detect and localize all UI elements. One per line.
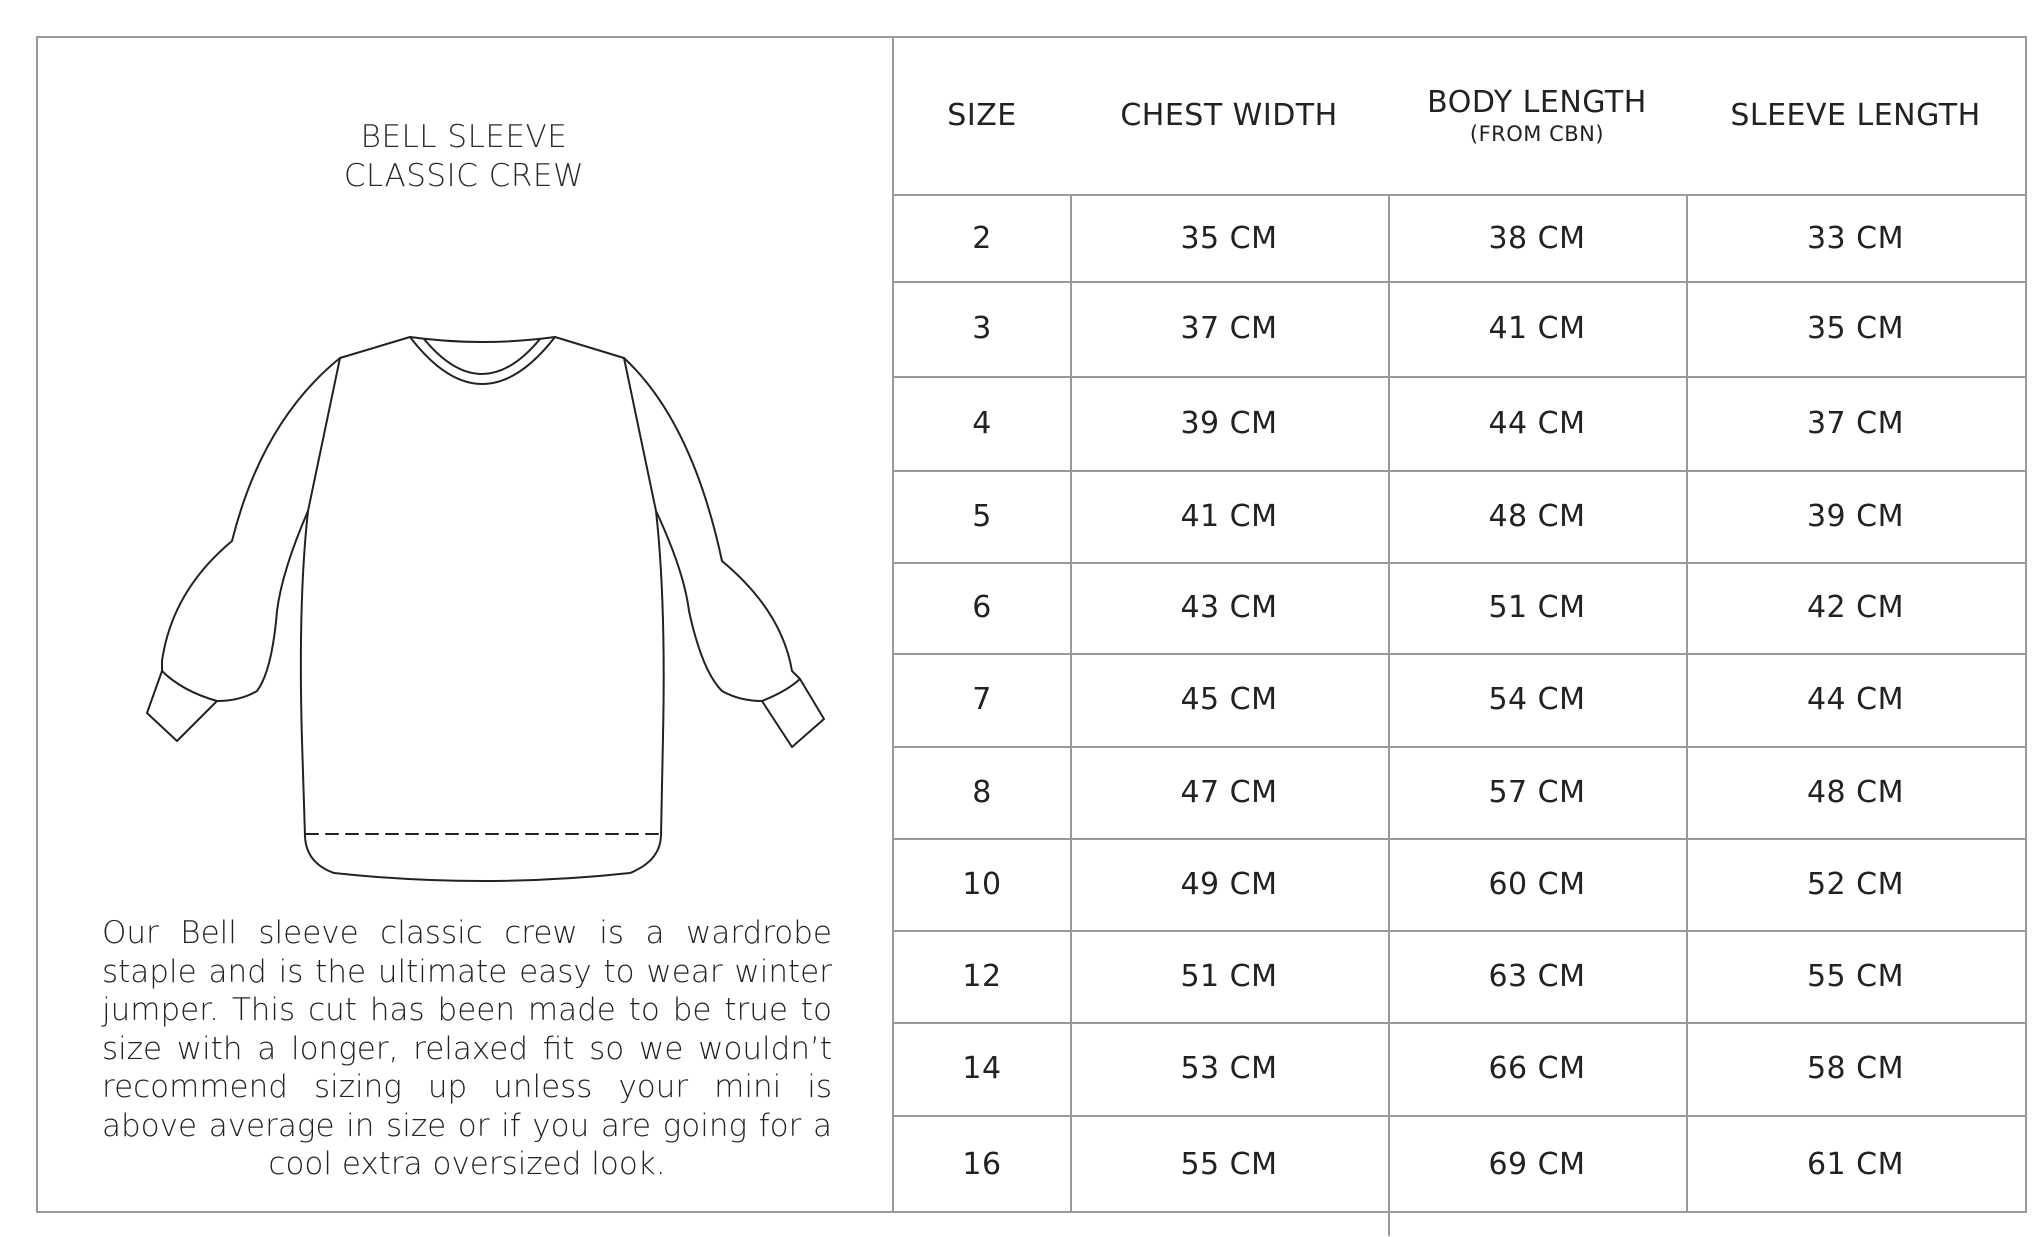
sweater-illustration	[72, 281, 872, 901]
cell-size: 6	[972, 590, 992, 625]
cell-body-length: 57 CM	[1488, 774, 1586, 810]
cell-chest-width: 43 CM	[1180, 590, 1278, 625]
cell-size: 7	[972, 682, 992, 717]
cell-size: 3	[972, 311, 992, 346]
header-size	[894, 36, 1070, 194]
cell-sleeve-length: 39 CM	[1806, 498, 1905, 534]
product-title	[36, 118, 892, 196]
cell-size: 4	[972, 405, 992, 441]
cell-chest-width: 53 CM	[1180, 1051, 1278, 1086]
cell-body-length: 54 CM	[1488, 682, 1586, 717]
cell-sleeve-length: 44 CM	[1806, 682, 1905, 717]
product-description: Our Bell sleeve classic crew is a wardrobe staple and is the ultimate easy to wear winter jumper. This cut has been made to be true to size with a longer, relaxed fit so we wouldn’t recommend sizing up unless your mini is above average in size or if you are going for a cool extra oversized look.	[102, 915, 832, 1182]
header-chest-label: CHEST WIDTH	[1120, 97, 1338, 133]
cell-body-length: 60 CM	[1488, 866, 1586, 902]
header-sleeve-label: SLEEVE LENGTH	[1730, 97, 1981, 133]
cell-size: 8	[972, 774, 992, 810]
table-header	[894, 36, 2025, 196]
cell-body-length: 69 CM	[1488, 1146, 1586, 1182]
cell-chest-width: 55 CM	[1180, 1146, 1278, 1182]
cell-body-length: 63 CM	[1488, 958, 1586, 994]
cell-size: 5	[972, 498, 992, 534]
cell-chest-width: 41 CM	[1180, 498, 1278, 534]
product-title-line1: BELL SLEEVE	[360, 119, 568, 155]
cell-sleeve-length: 55 CM	[1806, 958, 1905, 994]
header-size-label: SIZE	[947, 97, 1017, 133]
cell-size: 2	[972, 221, 992, 256]
cell-chest-width: 47 CM	[1180, 774, 1278, 810]
cell-size: 14	[962, 1051, 1002, 1086]
cell-chest-width: 51 CM	[1180, 958, 1278, 994]
cell-size: 10	[962, 866, 1002, 902]
cell-body-length: 41 CM	[1488, 311, 1586, 346]
cell-body-length: 38 CM	[1488, 221, 1586, 256]
cell-chest-width: 45 CM	[1180, 682, 1278, 717]
cell-body-length: 51 CM	[1488, 590, 1586, 625]
cell-chest-width: 39 CM	[1180, 405, 1278, 441]
cell-body-length: 48 CM	[1488, 498, 1586, 534]
header-body-sublabel: (FROM CBN)	[1469, 121, 1605, 146]
header-body-label: BODY LENGTH	[1427, 84, 1647, 120]
cell-size: 12	[962, 958, 1002, 994]
cell-sleeve-length: 42 CM	[1806, 590, 1905, 625]
size-chart-table	[894, 36, 2025, 1213]
cell-sleeve-length: 35 CM	[1806, 311, 1905, 346]
cell-size: 16	[962, 1146, 1002, 1182]
cell-sleeve-length: 61 CM	[1806, 1146, 1905, 1182]
product-panel	[36, 36, 892, 1213]
cell-sleeve-length: 52 CM	[1806, 866, 1905, 902]
cell-body-length: 44 CM	[1488, 405, 1586, 441]
cell-sleeve-length: 48 CM	[1806, 774, 1905, 810]
cell-sleeve-length: 37 CM	[1806, 405, 1905, 441]
cell-chest-width: 37 CM	[1180, 311, 1278, 346]
header-sleeve-length	[1686, 36, 2025, 194]
cell-sleeve-length: 58 CM	[1806, 1051, 1905, 1086]
cell-sleeve-length: 33 CM	[1806, 221, 1905, 256]
cell-chest-width: 49 CM	[1180, 866, 1278, 902]
header-chest-width	[1070, 36, 1388, 194]
product-title-line2: CLASSIC CREW	[343, 158, 585, 194]
cell-chest-width: 35 CM	[1180, 221, 1278, 256]
header-body-length	[1388, 36, 1686, 194]
cell-body-length: 66 CM	[1488, 1051, 1586, 1086]
